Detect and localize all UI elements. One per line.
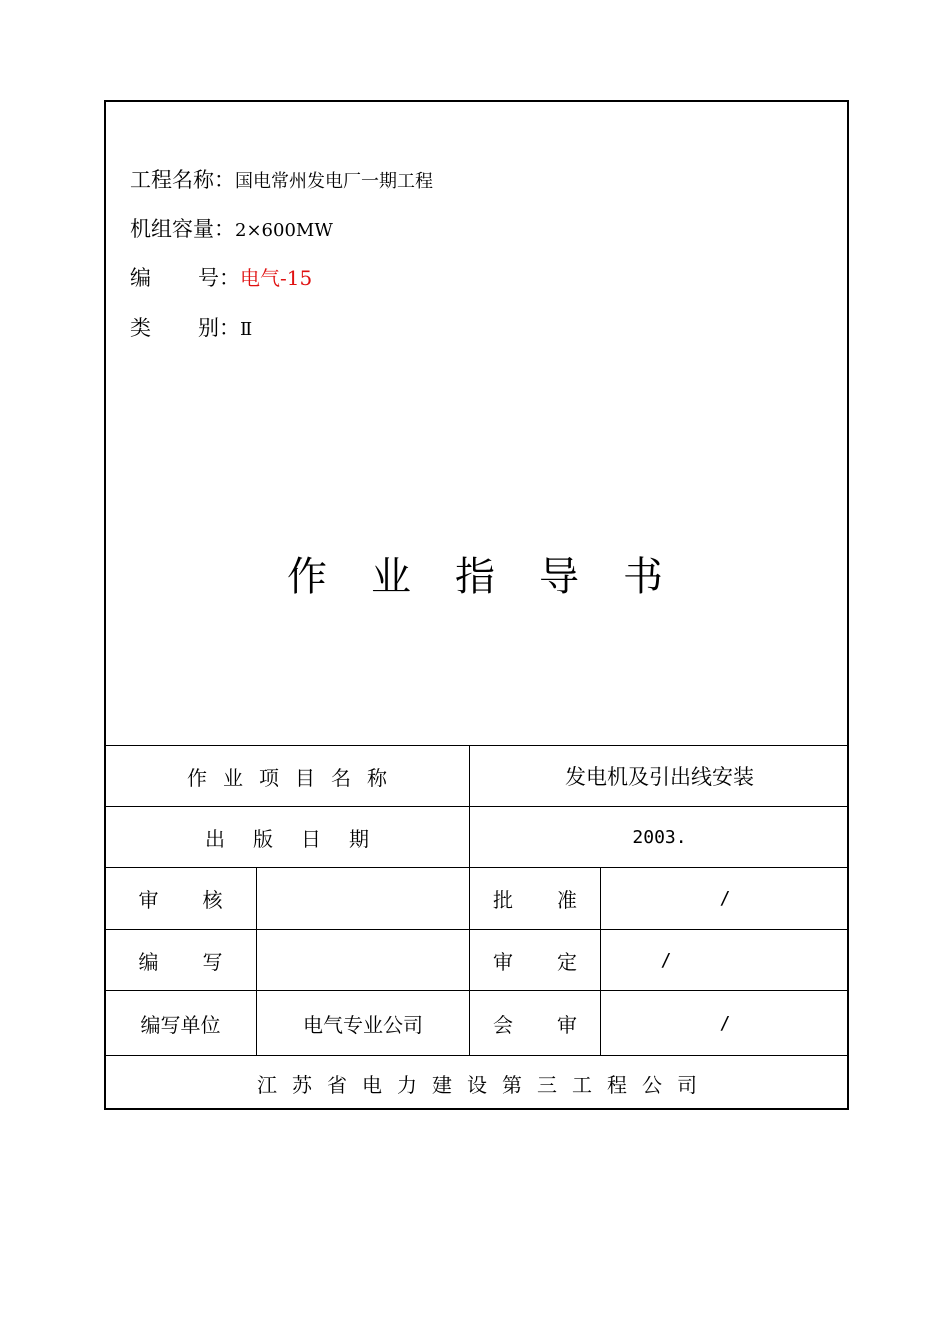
project-name-field <box>130 168 433 194</box>
item-name-label: 作业项目名称 <box>187 765 403 790</box>
document-number-field <box>130 266 312 290</box>
unit-capacity-field <box>130 217 333 243</box>
project-name-label: 工程名称： <box>130 168 235 192</box>
approve-value: / <box>719 888 731 909</box>
review-value <box>257 868 469 929</box>
item-name-value: 发电机及引出线安装 <box>565 765 754 789</box>
write-label: 编写 <box>138 949 267 974</box>
company-name: 江苏省电力建设第三工程公司 <box>257 1072 712 1097</box>
confirm-label: 审定 <box>493 949 621 974</box>
category-label-a: 类 <box>130 316 151 340</box>
document-number-label-a: 编 <box>130 266 151 290</box>
document-number-value: 电气-15 <box>240 266 313 290</box>
category-field <box>130 316 252 342</box>
page-title: 作业指导书 <box>287 554 707 600</box>
document-number-label-b: 号： <box>198 266 240 290</box>
confirm-value: / <box>660 949 672 971</box>
publish-date-label: 出版日期 <box>205 826 397 851</box>
joint-review-label: 会审 <box>493 1012 621 1037</box>
category-label-b: 别： <box>198 316 240 340</box>
approve-label: 批准 <box>493 888 621 912</box>
write-value <box>257 930 469 990</box>
publish-date-value: 2003. <box>632 826 687 848</box>
category-value: Ⅱ <box>240 319 253 340</box>
author-unit-label: 编写单位 <box>140 1012 221 1037</box>
unit-capacity-value: 2×600MW <box>235 220 333 241</box>
unit-capacity-label: 机组容量： <box>130 217 235 241</box>
joint-review-value: / <box>719 1012 731 1034</box>
author-unit-value: 电气专业公司 <box>303 1012 423 1037</box>
project-name-value: 国电常州发电厂一期工程 <box>235 171 433 192</box>
review-label: 审核 <box>138 888 267 912</box>
